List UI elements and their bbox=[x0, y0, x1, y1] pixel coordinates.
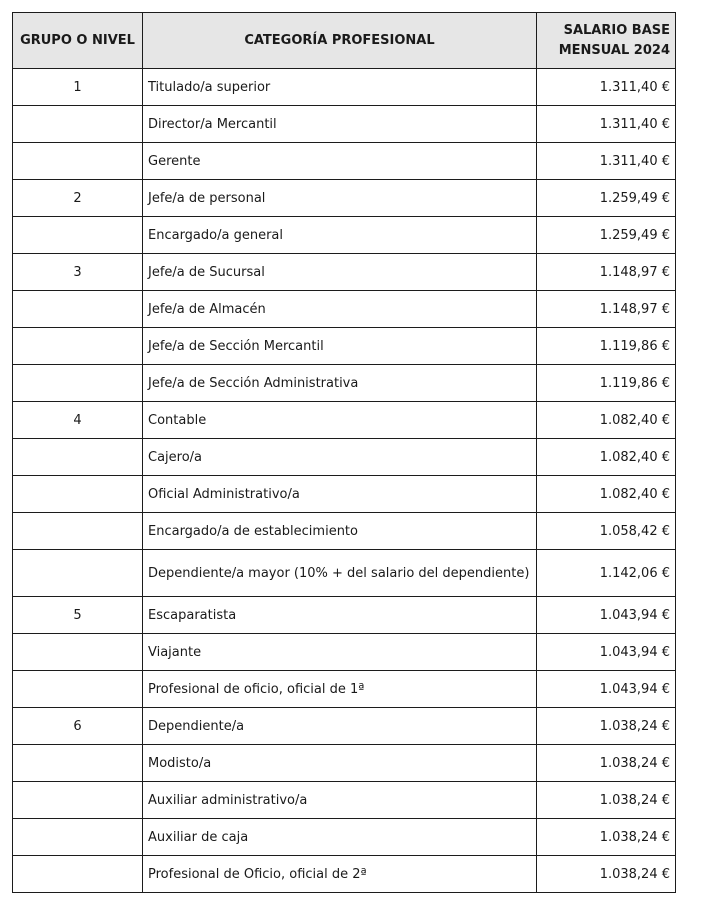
table-row bbox=[13, 106, 676, 143]
group-cell: 2 bbox=[13, 180, 143, 217]
category-cell: Jefe/a de Sucursal bbox=[143, 254, 537, 291]
category-cell: Profesional de oficio, oficial de 1ª bbox=[143, 671, 537, 708]
salary-cell: 1.119,86 € bbox=[537, 328, 676, 365]
group-cell bbox=[13, 634, 143, 671]
group-cell bbox=[13, 217, 143, 254]
table-row bbox=[13, 402, 676, 439]
table-row bbox=[13, 143, 676, 180]
table-row bbox=[13, 513, 676, 550]
category-cell: Gerente bbox=[143, 143, 537, 180]
table-row bbox=[13, 476, 676, 513]
salary-cell: 1.058,42 € bbox=[537, 513, 676, 550]
header-group: GRUPO O NIVEL bbox=[13, 13, 143, 69]
table-row bbox=[13, 69, 676, 106]
header-salary-line1: SALARIO BASE bbox=[563, 22, 670, 38]
group-cell bbox=[13, 782, 143, 819]
table-row bbox=[13, 550, 676, 597]
category-cell: Auxiliar de caja bbox=[143, 819, 537, 856]
group-cell bbox=[13, 550, 143, 597]
table-row bbox=[13, 671, 676, 708]
table-header-row bbox=[13, 13, 676, 69]
category-cell: Jefe/a de Sección Administrativa bbox=[143, 365, 537, 402]
category-cell: Escaparatista bbox=[143, 597, 537, 634]
header-category: CATEGORÍA PROFESIONAL bbox=[143, 13, 537, 69]
group-cell bbox=[13, 439, 143, 476]
category-cell: Profesional de Oficio, oficial de 2ª bbox=[143, 856, 537, 893]
category-cell: Cajero/a bbox=[143, 439, 537, 476]
group-cell bbox=[13, 328, 143, 365]
header-salary-line2: MENSUAL 2024 bbox=[558, 42, 670, 58]
salary-cell: 1.043,94 € bbox=[537, 671, 676, 708]
salary-cell: 1.148,97 € bbox=[537, 291, 676, 328]
group-cell bbox=[13, 856, 143, 893]
table-row bbox=[13, 597, 676, 634]
category-cell: Encargado/a general bbox=[143, 217, 537, 254]
salary-cell: 1.142,06 € bbox=[537, 550, 676, 597]
table-row bbox=[13, 217, 676, 254]
group-cell: 5 bbox=[13, 597, 143, 634]
table-row bbox=[13, 745, 676, 782]
table-row bbox=[13, 782, 676, 819]
category-cell: Jefe/a de personal bbox=[143, 180, 537, 217]
group-cell bbox=[13, 745, 143, 782]
category-cell: Modisto/a bbox=[143, 745, 537, 782]
salary-cell: 1.038,24 € bbox=[537, 782, 676, 819]
salary-cell: 1.082,40 € bbox=[537, 402, 676, 439]
salary-cell: 1.043,94 € bbox=[537, 597, 676, 634]
category-cell: Auxiliar administrativo/a bbox=[143, 782, 537, 819]
salary-cell: 1.082,40 € bbox=[537, 476, 676, 513]
salary-cell: 1.043,94 € bbox=[537, 634, 676, 671]
table-row bbox=[13, 819, 676, 856]
salary-cell: 1.119,86 € bbox=[537, 365, 676, 402]
category-cell: Director/a Mercantil bbox=[143, 106, 537, 143]
table-row bbox=[13, 180, 676, 217]
table-row bbox=[13, 291, 676, 328]
group-cell bbox=[13, 365, 143, 402]
table-row bbox=[13, 439, 676, 476]
category-cell: Dependiente/a bbox=[143, 708, 537, 745]
group-cell bbox=[13, 291, 143, 328]
salary-cell: 1.311,40 € bbox=[537, 143, 676, 180]
salary-cell: 1.259,49 € bbox=[537, 180, 676, 217]
group-cell bbox=[13, 143, 143, 180]
table-body bbox=[13, 69, 676, 893]
salary-cell: 1.038,24 € bbox=[537, 856, 676, 893]
salary-cell: 1.259,49 € bbox=[537, 217, 676, 254]
salary-cell: 1.082,40 € bbox=[537, 439, 676, 476]
category-cell: Titulado/a superior bbox=[143, 69, 537, 106]
category-cell: Dependiente/a mayor (10% + del salario del dependiente) bbox=[143, 550, 537, 597]
group-cell bbox=[13, 106, 143, 143]
category-cell: Jefe/a de Almacén bbox=[143, 291, 537, 328]
category-cell: Oficial Administrativo/a bbox=[143, 476, 537, 513]
group-cell bbox=[13, 476, 143, 513]
table-row bbox=[13, 328, 676, 365]
category-cell: Viajante bbox=[143, 634, 537, 671]
group-cell bbox=[13, 513, 143, 550]
header-salary bbox=[537, 13, 676, 69]
table-row bbox=[13, 254, 676, 291]
salary-cell: 1.038,24 € bbox=[537, 708, 676, 745]
group-cell: 1 bbox=[13, 69, 143, 106]
category-cell: Contable bbox=[143, 402, 537, 439]
salary-cell: 1.038,24 € bbox=[537, 745, 676, 782]
table-row bbox=[13, 365, 676, 402]
salary-cell: 1.311,40 € bbox=[537, 106, 676, 143]
group-cell bbox=[13, 819, 143, 856]
group-cell: 3 bbox=[13, 254, 143, 291]
table-row bbox=[13, 634, 676, 671]
table-row bbox=[13, 708, 676, 745]
category-cell: Jefe/a de Sección Mercantil bbox=[143, 328, 537, 365]
salary-cell: 1.038,24 € bbox=[537, 819, 676, 856]
table-row bbox=[13, 856, 676, 893]
salary-cell: 1.148,97 € bbox=[537, 254, 676, 291]
category-cell: Encargado/a de establecimiento bbox=[143, 513, 537, 550]
group-cell: 4 bbox=[13, 402, 143, 439]
group-cell: 6 bbox=[13, 708, 143, 745]
group-cell bbox=[13, 671, 143, 708]
salary-cell: 1.311,40 € bbox=[537, 69, 676, 106]
salary-table bbox=[12, 12, 676, 893]
